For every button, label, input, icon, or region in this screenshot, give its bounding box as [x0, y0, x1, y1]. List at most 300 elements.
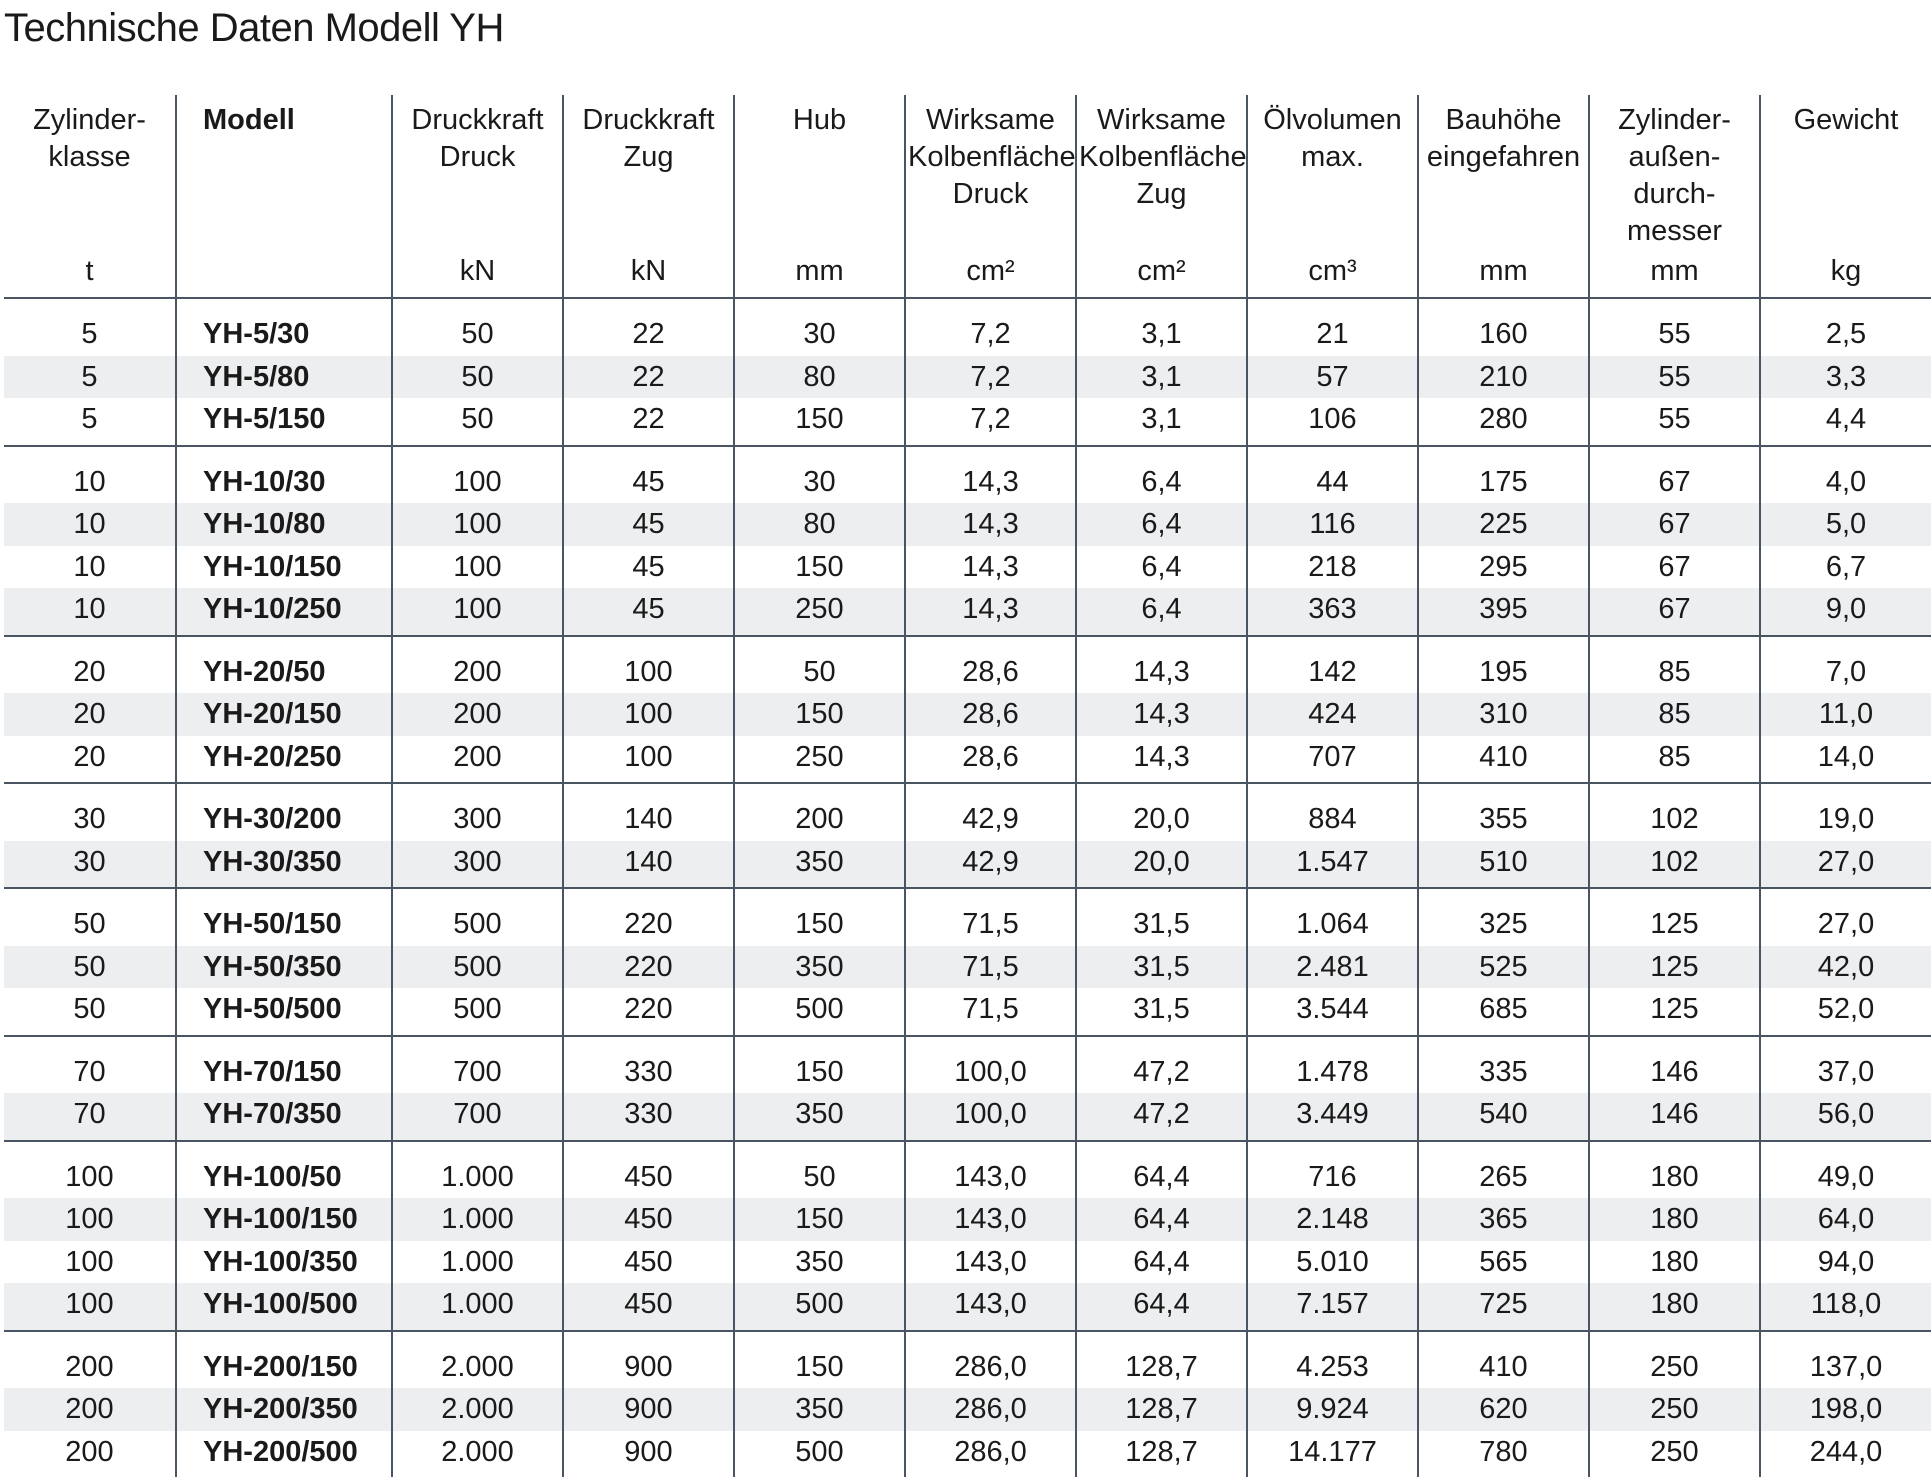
column-unit: mm: [735, 253, 904, 290]
cell-druckkraft-zug: 220: [563, 946, 734, 989]
cell-kolbenflaeche-druck: 28,6: [905, 636, 1076, 694]
cell-aussendurchmesser: 125: [1589, 988, 1760, 1036]
cell-modell: YH-10/80: [176, 503, 392, 546]
cell-oelvolumen: 116: [1247, 503, 1418, 546]
cell-zylinderklasse: 10: [4, 503, 176, 546]
cell-zylinderklasse: 70: [4, 1093, 176, 1141]
cell-oelvolumen: 4.253: [1247, 1331, 1418, 1389]
cell-kolbenflaeche-zug: 6,4: [1076, 446, 1247, 504]
cell-druckkraft-zug: 900: [563, 1331, 734, 1389]
cell-gewicht: 198,0: [1760, 1388, 1931, 1431]
column-label: Hub: [737, 102, 902, 139]
cell-modell: YH-50/350: [176, 946, 392, 989]
cell-druckkraft-druck: 500: [392, 888, 563, 946]
table-row: [4, 1141, 1931, 1199]
cell-modell: YH-100/350: [176, 1241, 392, 1284]
cell-bauhoehe: 225: [1418, 503, 1589, 546]
cell-modell: YH-10/150: [176, 546, 392, 589]
cell-kolbenflaeche-druck: 42,9: [905, 783, 1076, 841]
cell-kolbenflaeche-druck: 100,0: [905, 1036, 1076, 1094]
cell-druckkraft-zug: 900: [563, 1388, 734, 1431]
cell-kolbenflaeche-zug: 47,2: [1076, 1036, 1247, 1094]
cell-druckkraft-druck: 300: [392, 783, 563, 841]
cell-kolbenflaeche-zug: 3,1: [1076, 356, 1247, 399]
cell-zylinderklasse: 50: [4, 988, 176, 1036]
table-row: [4, 298, 1931, 356]
cell-oelvolumen: 5.010: [1247, 1241, 1418, 1284]
cell-hub: 80: [734, 503, 905, 546]
cell-druckkraft-druck: 50: [392, 298, 563, 356]
cell-hub: 150: [734, 1198, 905, 1241]
cell-kolbenflaeche-druck: 7,2: [905, 298, 1076, 356]
cell-gewicht: 11,0: [1760, 693, 1931, 736]
cell-kolbenflaeche-druck: 286,0: [905, 1331, 1076, 1389]
cell-bauhoehe: 310: [1418, 693, 1589, 736]
table-row: [4, 1036, 1931, 1094]
cell-druckkraft-zug: 140: [563, 783, 734, 841]
cell-hub: 80: [734, 356, 905, 399]
column-header-kolbenflaeche-zug: [1076, 95, 1247, 298]
cell-bauhoehe: 325: [1418, 888, 1589, 946]
cell-oelvolumen: 1.478: [1247, 1036, 1418, 1094]
cell-oelvolumen: 218: [1247, 546, 1418, 589]
cell-aussendurchmesser: 55: [1589, 298, 1760, 356]
cell-zylinderklasse: 20: [4, 636, 176, 694]
cell-oelvolumen: 57: [1247, 356, 1418, 399]
cell-kolbenflaeche-zug: 128,7: [1076, 1331, 1247, 1389]
cell-hub: 50: [734, 1141, 905, 1199]
table-group: [4, 1141, 1931, 1331]
table-group: [4, 888, 1931, 1036]
cell-gewicht: 9,0: [1760, 588, 1931, 636]
cell-druckkraft-druck: 100: [392, 503, 563, 546]
cell-kolbenflaeche-druck: 28,6: [905, 736, 1076, 784]
cell-gewicht: 49,0: [1760, 1141, 1931, 1199]
cell-aussendurchmesser: 102: [1589, 841, 1760, 889]
cell-oelvolumen: 14.177: [1247, 1431, 1418, 1477]
cell-zylinderklasse: 50: [4, 946, 176, 989]
cell-gewicht: 52,0: [1760, 988, 1931, 1036]
cell-hub: 50: [734, 636, 905, 694]
column-header-oelvolumen: [1247, 95, 1418, 298]
cell-gewicht: 19,0: [1760, 783, 1931, 841]
cell-kolbenflaeche-druck: 100,0: [905, 1093, 1076, 1141]
cell-gewicht: 14,0: [1760, 736, 1931, 784]
cell-gewicht: 244,0: [1760, 1431, 1931, 1477]
table-row: [4, 1331, 1931, 1389]
column-label: Zylinder- klasse: [6, 102, 173, 176]
cell-zylinderklasse: 20: [4, 736, 176, 784]
cell-modell: YH-50/500: [176, 988, 392, 1036]
cell-kolbenflaeche-druck: 7,2: [905, 398, 1076, 446]
cell-kolbenflaeche-zug: 47,2: [1076, 1093, 1247, 1141]
table-group: [4, 1331, 1931, 1477]
table-row: [4, 503, 1931, 546]
cell-druckkraft-zug: 450: [563, 1241, 734, 1284]
cell-kolbenflaeche-druck: 143,0: [905, 1141, 1076, 1199]
cell-bauhoehe: 175: [1418, 446, 1589, 504]
cell-bauhoehe: 295: [1418, 546, 1589, 589]
cell-aussendurchmesser: 85: [1589, 736, 1760, 784]
cell-modell: YH-20/150: [176, 693, 392, 736]
cell-modell: YH-20/250: [176, 736, 392, 784]
cell-zylinderklasse: 200: [4, 1431, 176, 1477]
cell-aussendurchmesser: 146: [1589, 1093, 1760, 1141]
cell-hub: 500: [734, 1283, 905, 1331]
table-group: [4, 1036, 1931, 1141]
cell-kolbenflaeche-druck: 42,9: [905, 841, 1076, 889]
cell-druckkraft-druck: 1.000: [392, 1198, 563, 1241]
cell-gewicht: 27,0: [1760, 841, 1931, 889]
cell-modell: YH-5/80: [176, 356, 392, 399]
cell-zylinderklasse: 10: [4, 588, 176, 636]
cell-hub: 250: [734, 588, 905, 636]
table-row: [4, 636, 1931, 694]
cell-druckkraft-zug: 450: [563, 1198, 734, 1241]
cell-kolbenflaeche-zug: 31,5: [1076, 888, 1247, 946]
cell-hub: 150: [734, 888, 905, 946]
cell-druckkraft-zug: 330: [563, 1093, 734, 1141]
cell-druckkraft-zug: 100: [563, 693, 734, 736]
cell-oelvolumen: 1.547: [1247, 841, 1418, 889]
cell-druckkraft-druck: 700: [392, 1036, 563, 1094]
cell-gewicht: 5,0: [1760, 503, 1931, 546]
table-row: [4, 356, 1931, 399]
cell-hub: 350: [734, 841, 905, 889]
cell-druckkraft-druck: 200: [392, 736, 563, 784]
cell-hub: 150: [734, 546, 905, 589]
cell-kolbenflaeche-zug: 6,4: [1076, 546, 1247, 589]
cell-zylinderklasse: 100: [4, 1241, 176, 1284]
table-row: [4, 946, 1931, 989]
cell-oelvolumen: 21: [1247, 298, 1418, 356]
table-row: [4, 546, 1931, 589]
cell-gewicht: 118,0: [1760, 1283, 1931, 1331]
cell-kolbenflaeche-druck: 143,0: [905, 1241, 1076, 1284]
cell-aussendurchmesser: 250: [1589, 1388, 1760, 1431]
column-unit: mm: [1419, 253, 1588, 290]
cell-druckkraft-druck: 700: [392, 1093, 563, 1141]
table-group: [4, 636, 1931, 784]
cell-druckkraft-druck: 50: [392, 398, 563, 446]
cell-modell: YH-200/150: [176, 1331, 392, 1389]
header-row: [4, 95, 1931, 298]
cell-hub: 200: [734, 783, 905, 841]
cell-kolbenflaeche-zug: 128,7: [1076, 1388, 1247, 1431]
column-header-druckkraft-druck: [392, 95, 563, 298]
cell-oelvolumen: 2.148: [1247, 1198, 1418, 1241]
cell-aussendurchmesser: 125: [1589, 888, 1760, 946]
cell-druckkraft-druck: 100: [392, 588, 563, 636]
cell-gewicht: 137,0: [1760, 1331, 1931, 1389]
cell-modell: YH-70/150: [176, 1036, 392, 1094]
cell-druckkraft-druck: 1.000: [392, 1241, 563, 1284]
cell-druckkraft-druck: 1.000: [392, 1141, 563, 1199]
cell-kolbenflaeche-zug: 128,7: [1076, 1431, 1247, 1477]
cell-kolbenflaeche-druck: 71,5: [905, 946, 1076, 989]
column-label: Modell: [203, 102, 389, 139]
cell-druckkraft-zug: 220: [563, 988, 734, 1036]
cell-druckkraft-zug: 45: [563, 546, 734, 589]
cell-gewicht: 4,4: [1760, 398, 1931, 446]
column-label: Wirksame Kolbenfläche Druck: [908, 102, 1073, 213]
column-label: Wirksame Kolbenfläche Zug: [1079, 102, 1244, 213]
cell-hub: 350: [734, 1093, 905, 1141]
cell-hub: 150: [734, 1331, 905, 1389]
cell-kolbenflaeche-zug: 6,4: [1076, 588, 1247, 636]
cell-oelvolumen: 142: [1247, 636, 1418, 694]
cell-hub: 350: [734, 946, 905, 989]
cell-aussendurchmesser: 146: [1589, 1036, 1760, 1094]
cell-oelvolumen: 884: [1247, 783, 1418, 841]
table-row: [4, 588, 1931, 636]
table-row: [4, 1283, 1931, 1331]
cell-aussendurchmesser: 55: [1589, 356, 1760, 399]
cell-modell: YH-200/500: [176, 1431, 392, 1477]
column-header-bauhoehe: [1418, 95, 1589, 298]
cell-zylinderklasse: 200: [4, 1331, 176, 1389]
cell-druckkraft-zug: 45: [563, 588, 734, 636]
cell-zylinderklasse: 70: [4, 1036, 176, 1094]
cell-druckkraft-zug: 45: [563, 446, 734, 504]
table-row: [4, 988, 1931, 1036]
cell-gewicht: 64,0: [1760, 1198, 1931, 1241]
cell-bauhoehe: 510: [1418, 841, 1589, 889]
cell-aussendurchmesser: 180: [1589, 1241, 1760, 1284]
column-label: Bauhöhe eingefahren: [1421, 102, 1586, 176]
column-header-modell: [176, 95, 392, 298]
cell-aussendurchmesser: 67: [1589, 588, 1760, 636]
table-group: [4, 298, 1931, 446]
cell-hub: 30: [734, 446, 905, 504]
cell-kolbenflaeche-zug: 14,3: [1076, 736, 1247, 784]
column-header-zylinderklasse: [4, 95, 176, 298]
cell-druckkraft-druck: 2.000: [392, 1388, 563, 1431]
cell-bauhoehe: 280: [1418, 398, 1589, 446]
cell-gewicht: 42,0: [1760, 946, 1931, 989]
cell-druckkraft-druck: 2.000: [392, 1431, 563, 1477]
column-unit: kg: [1761, 253, 1931, 290]
cell-modell: YH-100/500: [176, 1283, 392, 1331]
cell-zylinderklasse: 20: [4, 693, 176, 736]
cell-bauhoehe: 410: [1418, 1331, 1589, 1389]
column-header-kolbenflaeche-druck: [905, 95, 1076, 298]
cell-oelvolumen: 707: [1247, 736, 1418, 784]
cell-hub: 150: [734, 693, 905, 736]
column-header-gewicht: [1760, 95, 1931, 298]
cell-hub: 500: [734, 1431, 905, 1477]
table-row: [4, 736, 1931, 784]
cell-druckkraft-druck: 300: [392, 841, 563, 889]
cell-hub: 250: [734, 736, 905, 784]
cell-aussendurchmesser: 67: [1589, 446, 1760, 504]
cell-kolbenflaeche-druck: 14,3: [905, 546, 1076, 589]
cell-bauhoehe: 725: [1418, 1283, 1589, 1331]
cell-kolbenflaeche-druck: 14,3: [905, 503, 1076, 546]
cell-modell: YH-70/350: [176, 1093, 392, 1141]
cell-kolbenflaeche-druck: 71,5: [905, 888, 1076, 946]
column-label: Ölvolumen max.: [1250, 102, 1415, 176]
column-unit: cm³: [1248, 253, 1417, 290]
cell-kolbenflaeche-druck: 7,2: [905, 356, 1076, 399]
cell-oelvolumen: 1.064: [1247, 888, 1418, 946]
cell-kolbenflaeche-zug: 64,4: [1076, 1241, 1247, 1284]
cell-bauhoehe: 540: [1418, 1093, 1589, 1141]
cell-druckkraft-zug: 330: [563, 1036, 734, 1094]
cell-druckkraft-druck: 50: [392, 356, 563, 399]
cell-bauhoehe: 265: [1418, 1141, 1589, 1199]
cell-druckkraft-zug: 900: [563, 1431, 734, 1477]
cell-aussendurchmesser: 250: [1589, 1431, 1760, 1477]
cell-oelvolumen: 3.449: [1247, 1093, 1418, 1141]
cell-kolbenflaeche-druck: 71,5: [905, 988, 1076, 1036]
cell-zylinderklasse: 5: [4, 298, 176, 356]
cell-zylinderklasse: 10: [4, 446, 176, 504]
cell-zylinderklasse: 5: [4, 398, 176, 446]
cell-bauhoehe: 195: [1418, 636, 1589, 694]
cell-kolbenflaeche-zug: 14,3: [1076, 693, 1247, 736]
cell-gewicht: 3,3: [1760, 356, 1931, 399]
cell-kolbenflaeche-zug: 64,4: [1076, 1198, 1247, 1241]
cell-gewicht: 56,0: [1760, 1093, 1931, 1141]
column-header-aussendurchmesser: [1589, 95, 1760, 298]
page-title: Technische Daten Modell YH: [4, 6, 504, 51]
table-row: [4, 1388, 1931, 1431]
cell-hub: 150: [734, 1036, 905, 1094]
cell-modell: YH-5/150: [176, 398, 392, 446]
column-label: Druckkraft Zug: [566, 102, 731, 176]
cell-oelvolumen: 2.481: [1247, 946, 1418, 989]
technical-data-table: [4, 95, 1931, 1477]
cell-hub: 150: [734, 398, 905, 446]
cell-druckkraft-druck: 200: [392, 636, 563, 694]
cell-oelvolumen: 106: [1247, 398, 1418, 446]
cell-modell: YH-100/50: [176, 1141, 392, 1199]
table-row: [4, 841, 1931, 889]
cell-aussendurchmesser: 180: [1589, 1141, 1760, 1199]
cell-kolbenflaeche-druck: 14,3: [905, 446, 1076, 504]
cell-modell: YH-10/250: [176, 588, 392, 636]
column-label: Zylinder- außen- durch- messer: [1592, 102, 1757, 250]
cell-zylinderklasse: 30: [4, 783, 176, 841]
cell-aussendurchmesser: 125: [1589, 946, 1760, 989]
column-unit: cm²: [1077, 253, 1246, 290]
cell-kolbenflaeche-zug: 64,4: [1076, 1141, 1247, 1199]
cell-kolbenflaeche-zug: 64,4: [1076, 1283, 1247, 1331]
cell-kolbenflaeche-druck: 143,0: [905, 1283, 1076, 1331]
column-unit: kN: [393, 253, 562, 290]
table-row: [4, 398, 1931, 446]
cell-modell: YH-20/50: [176, 636, 392, 694]
cell-zylinderklasse: 100: [4, 1283, 176, 1331]
cell-bauhoehe: 335: [1418, 1036, 1589, 1094]
cell-kolbenflaeche-zug: 6,4: [1076, 503, 1247, 546]
column-header-druckkraft-zug: [563, 95, 734, 298]
column-label: Gewicht: [1763, 102, 1929, 139]
cell-aussendurchmesser: 250: [1589, 1331, 1760, 1389]
cell-zylinderklasse: 30: [4, 841, 176, 889]
column-header-hub: [734, 95, 905, 298]
cell-druckkraft-druck: 200: [392, 693, 563, 736]
table-group: [4, 783, 1931, 888]
cell-aussendurchmesser: 67: [1589, 503, 1760, 546]
cell-zylinderklasse: 10: [4, 546, 176, 589]
cell-kolbenflaeche-druck: 28,6: [905, 693, 1076, 736]
cell-bauhoehe: 410: [1418, 736, 1589, 784]
cell-druckkraft-druck: 100: [392, 446, 563, 504]
cell-hub: 350: [734, 1388, 905, 1431]
cell-modell: YH-5/30: [176, 298, 392, 356]
cell-aussendurchmesser: 180: [1589, 1198, 1760, 1241]
table-row: [4, 446, 1931, 504]
table-row: [4, 1241, 1931, 1284]
cell-hub: 500: [734, 988, 905, 1036]
column-unit: mm: [1590, 253, 1759, 290]
cell-bauhoehe: 355: [1418, 783, 1589, 841]
cell-druckkraft-zug: 22: [563, 298, 734, 356]
cell-zylinderklasse: 5: [4, 356, 176, 399]
cell-druckkraft-zug: 45: [563, 503, 734, 546]
cell-kolbenflaeche-druck: 286,0: [905, 1388, 1076, 1431]
cell-bauhoehe: 210: [1418, 356, 1589, 399]
cell-aussendurchmesser: 55: [1589, 398, 1760, 446]
cell-hub: 350: [734, 1241, 905, 1284]
cell-kolbenflaeche-zug: 3,1: [1076, 398, 1247, 446]
cell-modell: YH-100/150: [176, 1198, 392, 1241]
cell-aussendurchmesser: 180: [1589, 1283, 1760, 1331]
cell-gewicht: 94,0: [1760, 1241, 1931, 1284]
cell-kolbenflaeche-zug: 14,3: [1076, 636, 1247, 694]
cell-kolbenflaeche-zug: 31,5: [1076, 946, 1247, 989]
cell-kolbenflaeche-zug: 3,1: [1076, 298, 1247, 356]
table-row: [4, 888, 1931, 946]
cell-kolbenflaeche-druck: 14,3: [905, 588, 1076, 636]
cell-bauhoehe: 780: [1418, 1431, 1589, 1477]
cell-kolbenflaeche-zug: 31,5: [1076, 988, 1247, 1036]
cell-aussendurchmesser: 85: [1589, 636, 1760, 694]
cell-druckkraft-zug: 140: [563, 841, 734, 889]
cell-modell: YH-30/200: [176, 783, 392, 841]
cell-bauhoehe: 395: [1418, 588, 1589, 636]
cell-hub: 30: [734, 298, 905, 356]
cell-aussendurchmesser: 102: [1589, 783, 1760, 841]
cell-kolbenflaeche-zug: 20,0: [1076, 841, 1247, 889]
cell-oelvolumen: 9.924: [1247, 1388, 1418, 1431]
cell-druckkraft-zug: 450: [563, 1283, 734, 1331]
cell-druckkraft-druck: 500: [392, 946, 563, 989]
column-unit: t: [4, 253, 175, 290]
cell-kolbenflaeche-druck: 286,0: [905, 1431, 1076, 1477]
cell-oelvolumen: 424: [1247, 693, 1418, 736]
cell-druckkraft-zug: 100: [563, 636, 734, 694]
cell-bauhoehe: 525: [1418, 946, 1589, 989]
cell-oelvolumen: 363: [1247, 588, 1418, 636]
cell-gewicht: 37,0: [1760, 1036, 1931, 1094]
cell-druckkraft-zug: 22: [563, 356, 734, 399]
cell-kolbenflaeche-zug: 20,0: [1076, 783, 1247, 841]
table-row: [4, 1093, 1931, 1141]
cell-zylinderklasse: 200: [4, 1388, 176, 1431]
cell-gewicht: 4,0: [1760, 446, 1931, 504]
cell-druckkraft-zug: 22: [563, 398, 734, 446]
cell-modell: YH-200/350: [176, 1388, 392, 1431]
cell-oelvolumen: 44: [1247, 446, 1418, 504]
cell-modell: YH-10/30: [176, 446, 392, 504]
cell-bauhoehe: 620: [1418, 1388, 1589, 1431]
cell-druckkraft-zug: 450: [563, 1141, 734, 1199]
table-row: [4, 1198, 1931, 1241]
table-group: [4, 446, 1931, 636]
